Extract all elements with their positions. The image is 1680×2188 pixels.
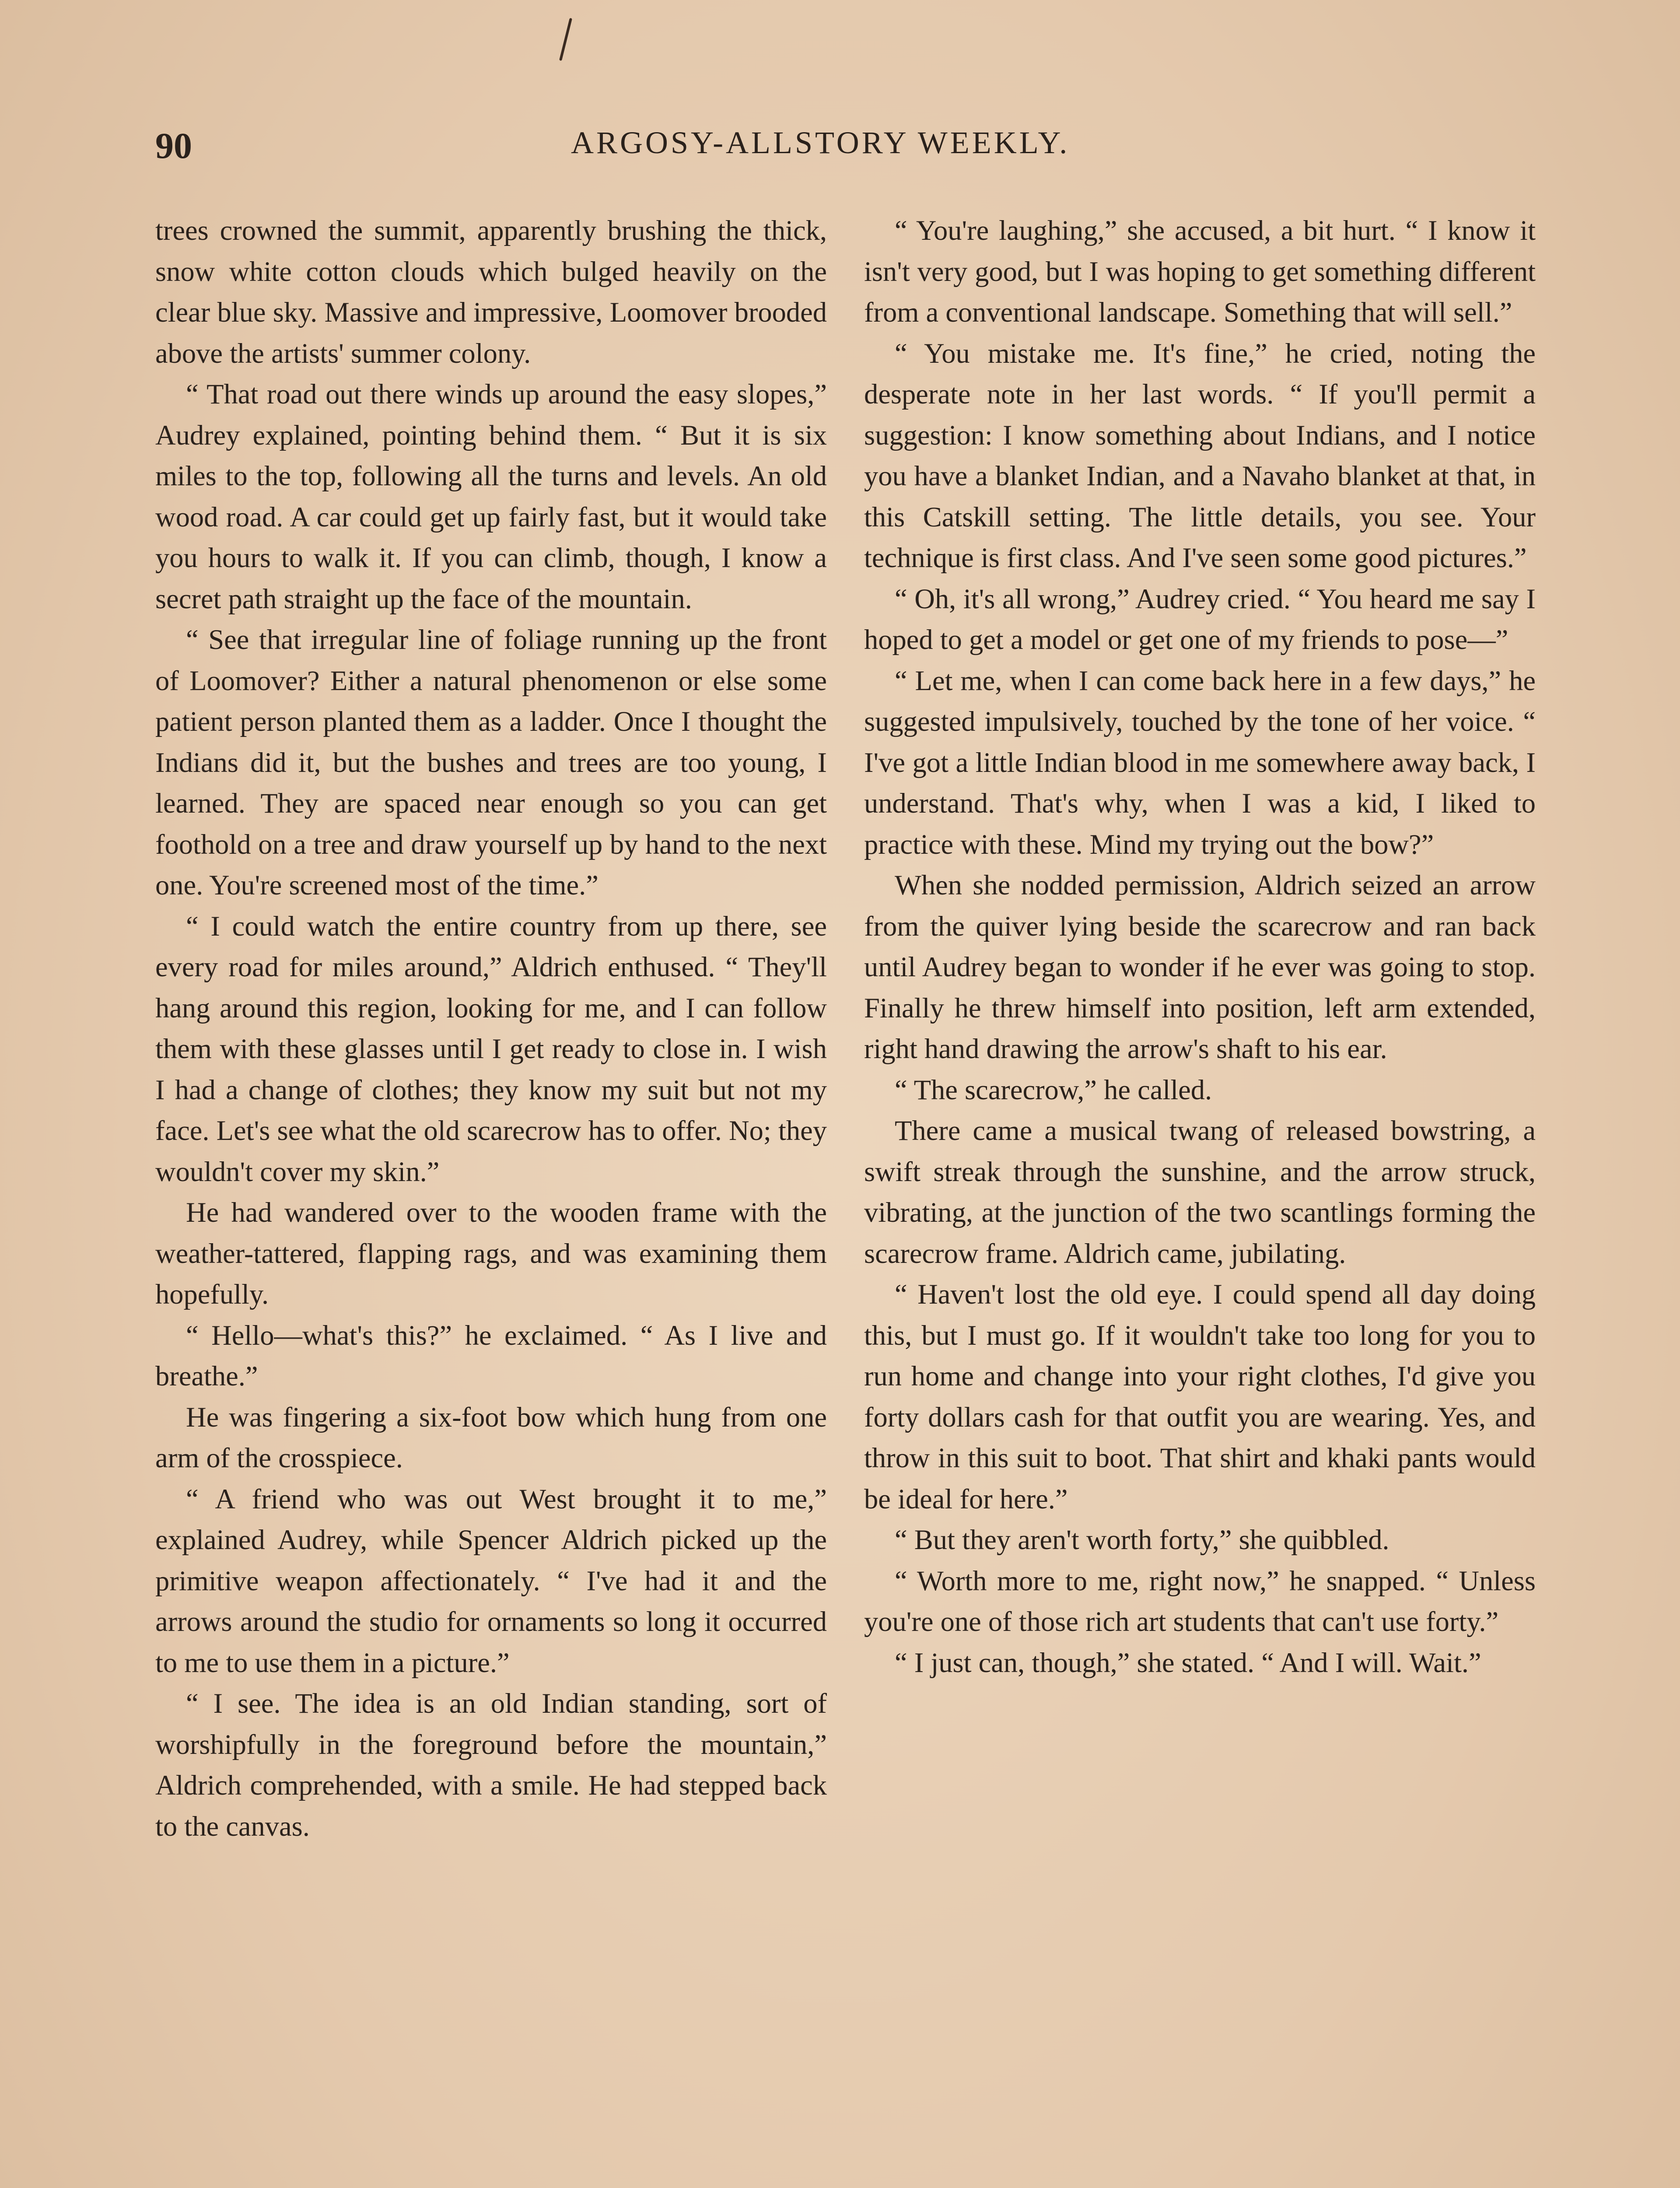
pen-mark [559,18,572,61]
right-column [864,210,1536,1683]
paragraph: “ I see. The idea is an old Indian standing, sort of worshipfully in the foreground before the mountain,” Aldrich comprehended, with a smile. He had stepped back to the canvas. [155,1688,827,1842]
paragraph: “ You mistake me. It's fine,” he cried, noting the desperate note in her last words. “ If you'll permit a suggestion: I know something about Indians, and I notice you have a blanket Indian, and a Navaho blanket at that, in this Catskill setting. The little details, you see. Your technique is first class. And I've seen some good pictures.” [864,337,1536,573]
paragraph: “ Let me, when I can come back here in a few days,” he suggested impulsively, touched by the tone of her voice. “ I've got a little Indian blood in me somewhere away back, I understand. That's why, when I was a kid, I liked to practice with these. Mind my trying out the bow?” [864,665,1536,860]
paragraph: trees crowned the summit, apparently brushing the thick, snow white cotton clouds which bulged heavily on the clear blue sky. Massive and impressive, Loomover brooded above the artists' summer colony. [155,215,827,369]
paragraph: There came a musical twang of released bowstring, a swift streak through the sunshine, and the arrow struck, vibrating, at the junction of the two scantlings forming the scarecrow frame. Aldrich came, jubilating. [864,1115,1536,1269]
page-number: 90 [155,126,192,166]
paragraph: “ Hello—what's this?” he exclaimed. “ As I live and breathe.” [155,1319,827,1392]
left-column [155,210,827,1847]
paragraph: He had wandered over to the wooden frame with the weather-tattered, flapping rags, and was examining them hopefully. [155,1197,827,1310]
paragraph: “ The scarecrow,” he called. [895,1074,1212,1105]
paragraph: “ Worth more to me, right now,” he snapped. “ Unless you're one of those rich art students that can't use forty.” [864,1565,1536,1637]
paragraph: When she nodded permission, Aldrich seized an arrow from the quiver lying beside the scarecrow and ran back until Audrey began to wonder if he ever was going to stop. Finally he threw himself into position, left arm extended, right hand drawing the arrow's shaft to his ear. [864,870,1536,1064]
page-header [155,125,1533,173]
running-title: ARGOSY-ALLSTORY WEEKLY. [571,125,1070,160]
paragraph: He was fingering a six-foot bow which hung from one arm of the crosspiece. [155,1401,827,1473]
paragraph: “ That road out there winds up around the easy slopes,” Audrey explained, pointing behind them. “ But it is six miles to the top, following all the turns and levels. An old wood road. A car could get up fairly fast, but it would take you hours to walk it. If you can climb, though, I know a secret path straight up the face of the mountain. [155,379,827,614]
paragraph: “ I could watch the entire country from up there, see every road for miles around,” Aldrich enthused. “ They'll hang around this region, looking for me, and I can follow them with these glasses until I get ready to close in. I wish I had a change of clothes; they know my suit but not my face. Let's see what the old scarecrow has to offer. No; they wouldn't cover my skin.” [155,910,827,1187]
paragraph: “ Haven't lost the old eye. I could spend all day doing this, but I must go. If it wouldn't take too long for you to run home and change into your right clothes, I'd give you forty dollars cash for that outfit you are wearing. Yes, and throw in this suit to boot. That shirt and khaki pants would be ideal for here.” [864,1279,1536,1515]
paragraph: “ But they aren't worth forty,” she quibbled. [895,1524,1390,1555]
paragraph: “ See that irregular line of foliage running up the front of Loomover? Either a natural phenomenon or else some patient person planted them as a ladder. Once I thought the Indians did it, but the bushes and trees are too young, I learned. They are spaced near enough so you can get foothold on a tree and draw yourself up by hand to the next one. You're screened most of the time.” [155,624,827,901]
paragraph: “ Oh, it's all wrong,” Audrey cried. “ You heard me say I hoped to get a model or get one of my friends to pose—” [864,583,1536,655]
paragraph: “ A friend who was out West brought it to me,” explained Audrey, while Spencer Aldrich picked up the primitive weapon affectionately. “ I've had it and the arrows around the studio for ornaments so long it occurred to me to use them in a picture.” [155,1483,827,1678]
paragraph: “ I just can, though,” she stated. “ And I will. Wait.” [895,1647,1481,1678]
paragraph: “ You're laughing,” she accused, a bit hurt. “ I know it isn't very good, but I was hoping to get something different from a conventional landscape. Something that will sell.” [864,215,1536,328]
